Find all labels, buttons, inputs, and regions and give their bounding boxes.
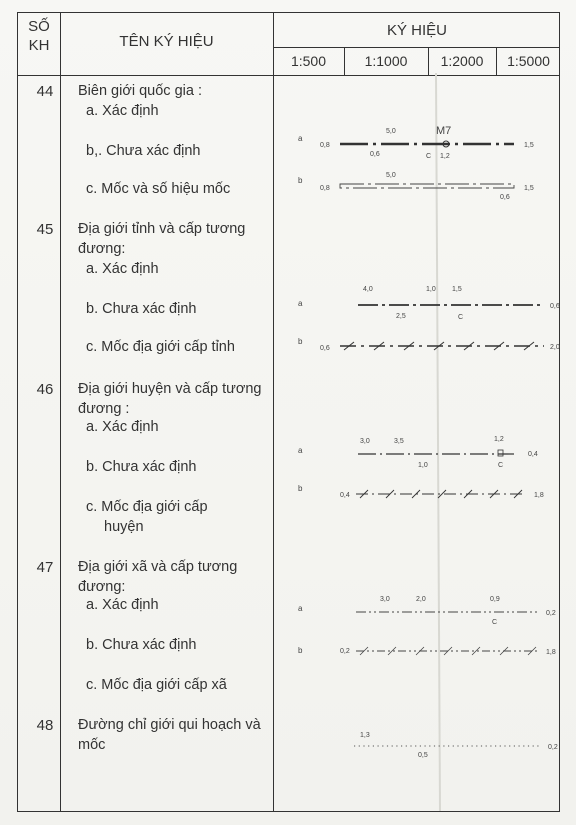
dim-label: 3,0 bbox=[380, 596, 390, 603]
dim-label: 0,6 bbox=[320, 345, 330, 352]
header-ten-ky-hieu: TÊN KÝ HIỆU bbox=[119, 33, 214, 50]
column-divider bbox=[273, 13, 274, 811]
dim-label: 4,0 bbox=[363, 286, 373, 293]
dim-label: 1,5 bbox=[524, 185, 534, 192]
symbol-table bbox=[17, 12, 560, 812]
header-ky-hieu: KÝ HIỆU bbox=[386, 22, 447, 39]
dim-label: 0,6 bbox=[500, 194, 510, 201]
row-number: 46 bbox=[36, 381, 54, 398]
dim-label: 3,5 bbox=[394, 438, 404, 445]
dim-label: 0,8 bbox=[320, 142, 330, 149]
row-title: Địa giới huyện và cấp tương đương : bbox=[78, 381, 262, 417]
row-title: Biên giới quốc gia : bbox=[78, 83, 202, 99]
dim-label: 1,8 bbox=[534, 492, 544, 499]
sym-label: b bbox=[298, 176, 303, 185]
sym-label: a bbox=[298, 134, 303, 143]
scale-1-5000: 1:5000 bbox=[507, 53, 550, 69]
row-item: b. Chưa xác định bbox=[86, 637, 197, 653]
sym-label: b bbox=[298, 337, 303, 346]
c-label: C bbox=[492, 619, 498, 626]
c-label: C bbox=[458, 314, 464, 321]
dim-label: 2,0 bbox=[416, 596, 426, 603]
dim-label: 1,3 bbox=[360, 732, 370, 739]
row-title: Địa giới tỉnh và cấp tương đương: bbox=[78, 221, 246, 257]
scale-1-500: 1:500 bbox=[290, 53, 327, 69]
marker-symbol bbox=[498, 450, 503, 456]
row-item: c. Mốc địa giới cấp tỉnh bbox=[86, 339, 235, 355]
dim-label: 2,0 bbox=[550, 344, 560, 351]
sym-label: a bbox=[298, 604, 303, 613]
dim-label: 2,5 bbox=[396, 313, 406, 320]
dim-label: 1,5 bbox=[524, 142, 534, 149]
dim-label: 1,8 bbox=[546, 649, 556, 656]
row-item: a. Xác định bbox=[86, 103, 159, 119]
dim-label: 0,2 bbox=[546, 610, 556, 617]
dim-label: 0,2 bbox=[340, 648, 350, 655]
row-item: b. Chưa xác định bbox=[86, 301, 197, 317]
row-title: Địa giới xã và cấp tương đương: bbox=[78, 559, 238, 595]
dim-label: 1,5 bbox=[452, 286, 462, 293]
dim-label: 0,6 bbox=[550, 303, 560, 310]
row-item: c. Mốc địa giới cấp xã bbox=[86, 677, 227, 693]
header-kh: KH bbox=[28, 37, 50, 54]
row-item: b. Chưa xác định bbox=[86, 459, 197, 475]
row-item: huyện bbox=[104, 519, 144, 535]
line-symbol bbox=[340, 184, 514, 188]
row-item: a. Xác định bbox=[86, 597, 159, 613]
dim-label: 0,5 bbox=[418, 752, 428, 759]
row-title: Đường chỉ giới qui hoạch và mốc bbox=[78, 717, 261, 753]
row-number: 48 bbox=[36, 717, 54, 734]
sym-label: a bbox=[298, 299, 303, 308]
dim-label: 1,0 bbox=[426, 286, 436, 293]
sym-label: b bbox=[298, 484, 303, 493]
header-so-kh bbox=[18, 17, 60, 55]
dim-label: 0,4 bbox=[340, 492, 350, 499]
row-number: 44 bbox=[36, 83, 54, 100]
dim-label: 3,0 bbox=[360, 438, 370, 445]
dim-label: 0,9 bbox=[490, 596, 500, 603]
header-so: SỐ bbox=[28, 18, 50, 35]
row-number: 45 bbox=[36, 221, 54, 238]
dim-label: 1,0 bbox=[418, 462, 428, 469]
scale-1-1000: 1:1000 bbox=[364, 53, 408, 69]
dim-label: 0,4 bbox=[528, 451, 538, 458]
row-item: a. Xác định bbox=[86, 419, 159, 435]
dim-label: 1,2 bbox=[494, 436, 504, 443]
dim-label: 0,6 bbox=[370, 151, 380, 158]
scale-1-2000: 1:2000 bbox=[440, 53, 484, 69]
dim-label: 0,8 bbox=[320, 185, 330, 192]
c-label: C bbox=[498, 462, 504, 469]
dim-label: 5,0 bbox=[386, 128, 396, 135]
marker-label: M7 bbox=[436, 125, 452, 137]
c-label: C bbox=[426, 153, 432, 160]
dim-label: 5,0 bbox=[386, 172, 396, 179]
sym-label: b bbox=[298, 646, 303, 655]
row-item: c. Mốc và số hiệu mốc bbox=[86, 181, 231, 197]
row-item: b,. Chưa xác định bbox=[86, 143, 201, 159]
symbol-drawings bbox=[278, 13, 561, 811]
row-item: c. Mốc địa giới cấp bbox=[86, 499, 208, 515]
dim-label: 0,2 bbox=[548, 744, 558, 751]
row-number: 47 bbox=[36, 559, 54, 576]
row-item: a. Xác định bbox=[86, 261, 159, 277]
sym-label: a bbox=[298, 446, 303, 455]
dim-label: 1,2 bbox=[440, 153, 450, 160]
column-divider bbox=[60, 13, 61, 811]
